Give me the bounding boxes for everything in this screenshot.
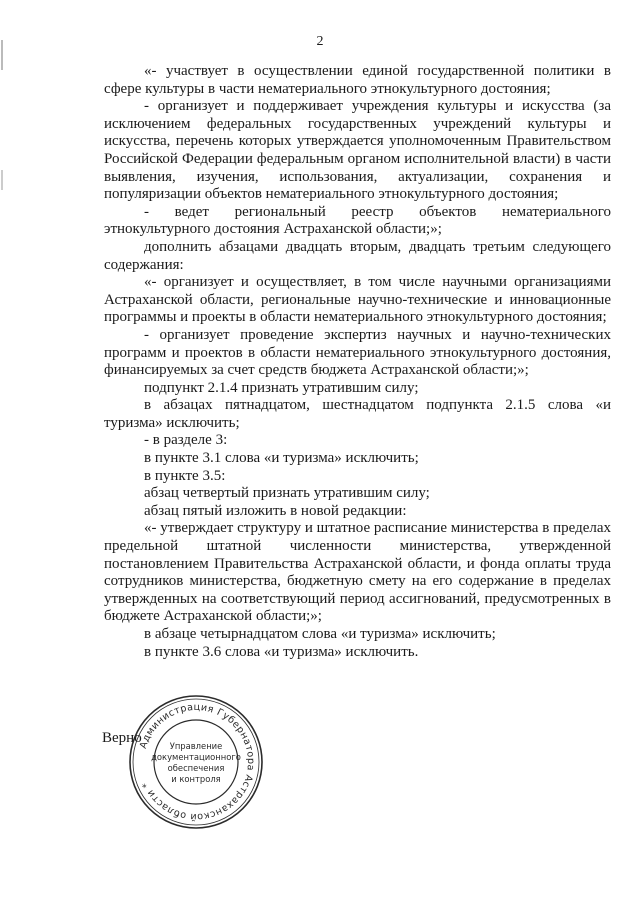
document-body [104, 63, 611, 661]
seal-center-line: и контроля [171, 774, 221, 784]
paragraph: «- утверждает структуру и штатное расписание министерства в пределах предельной штатной численности министерства, утвержденной постановлением Правительства Астраханской области, и фонда оплаты труда сотрудников министерства, бюджетную смету на его содержание в пределах утвержденных на соответствующий период ассигнований, предусмотренных в бюджете Астраханской области;»; [104, 520, 611, 625]
official-seal [128, 694, 264, 830]
paragraph: дополнить абзацами двадцать вторым, двадцать третьим следующего содержания: [104, 238, 611, 273]
verno-label: Верно [102, 730, 142, 746]
seal-center-line: документационного [151, 752, 241, 762]
paragraph: - организует и поддерживает учреждения культуры и искусства (за исключением федеральных государственных учреждений культуры и искусства, перечень которых утверждается уполномоченным Правительством Российской Федерации федеральным органом исполнительной власти) в части выявления, изучения, использования, актуализации, сохранения и популяризации объектов нематериального этнокультурного достояния; [104, 98, 611, 203]
seal-outer-ring [130, 696, 262, 828]
seal-ring-text: Администрация Губернатора Астраханской области * [137, 701, 257, 823]
paragraph: - ведет региональный реестр объектов нематериального этнокультурного достояния Астраханской области;»; [104, 203, 611, 238]
paragraph: абзац пятый изложить в новой редакции: [144, 502, 407, 519]
scan-edge-marks [0, 0, 4, 905]
paragraph: в пункте 3.1 слова «и туризма» исключить; [144, 450, 419, 467]
seal-center-line: обеспечения [167, 763, 225, 773]
seal-inner-ring [154, 720, 238, 804]
page-number: 2 [316, 34, 324, 49]
paragraph: в абзацах пятнадцатом, шестнадцатом подпункта 2.1.5 слова «и туризма» исключить; [104, 397, 611, 431]
paragraph: - в разделе 3: [144, 432, 228, 449]
paragraph: в абзаце четырнадцатом слова «и туризма» исключить; [144, 626, 496, 642]
paragraph: в пункте 3.6 слова «и туризма» исключить. [144, 643, 419, 660]
paragraph: «- участвует в осуществлении единой государственной политики в сфере культуры в части нематериального этнокультурного достояния; [104, 63, 611, 97]
paragraph: «- организует и осуществляет, в том числе научными организациями Астраханской области, региональные научно-технические и инновационные программы и проекты в области нематериального этнокультурного достояния; [104, 274, 611, 326]
seal-center-line: Управление [169, 741, 223, 751]
paragraph: в пункте 3.5: [144, 467, 226, 484]
paragraph: - организует проведение экспертиз научных и научно-технических программ и проектов в области нематериального этнокультурного достояния, финансируемых за счет средств бюджета Астраханской области;»; [104, 326, 611, 379]
paragraph: подпункт 2.1.4 признать утратившим силу; [144, 379, 419, 396]
paragraph: абзац четвертый признать утратившим силу; [144, 485, 430, 502]
